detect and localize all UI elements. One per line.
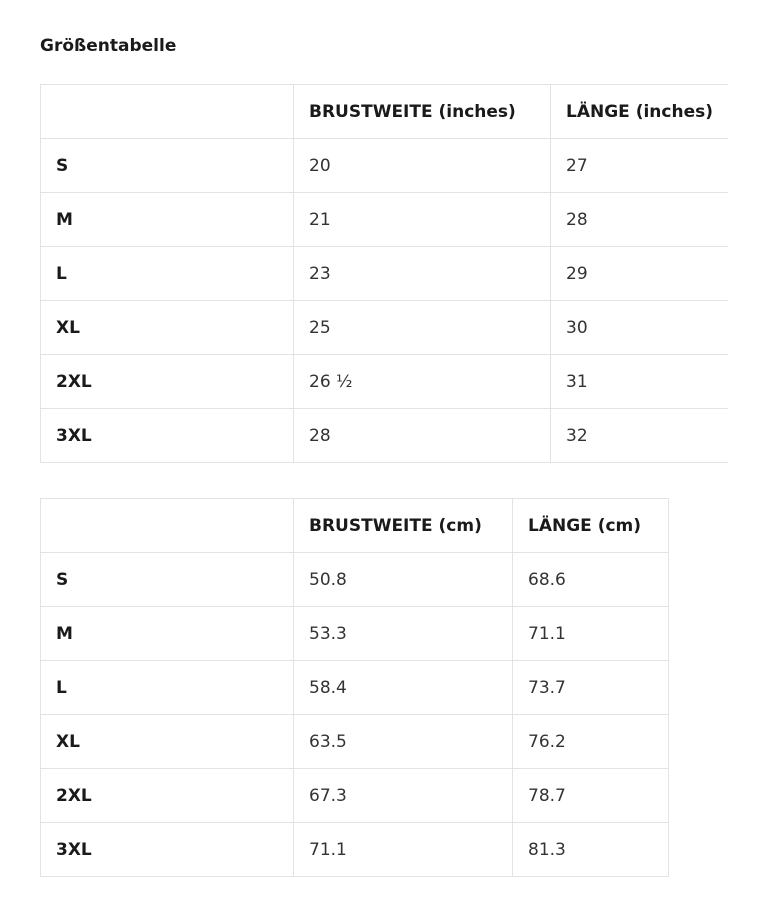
chest-width-value: 26 ½ <box>294 355 551 409</box>
size-label: L <box>41 247 294 301</box>
size-label: 2XL <box>41 769 294 823</box>
header-length: LÄNGE (cm) <box>513 499 669 553</box>
header-size <box>41 499 294 553</box>
size-label: XL <box>41 715 294 769</box>
chest-width-value: 53.3 <box>294 607 513 661</box>
table-row <box>41 607 669 661</box>
chest-width-value: 58.4 <box>294 661 513 715</box>
length-value: 29 <box>551 247 728 301</box>
table-row <box>41 409 728 463</box>
table-row <box>41 139 728 193</box>
table-row <box>41 823 669 877</box>
length-value: 73.7 <box>513 661 669 715</box>
length-value: 68.6 <box>513 553 669 607</box>
length-value: 31 <box>551 355 728 409</box>
size-label: S <box>41 553 294 607</box>
size-label: 2XL <box>41 355 294 409</box>
size-label: 3XL <box>41 823 294 877</box>
size-table-inches <box>40 84 728 463</box>
length-value: 81.3 <box>513 823 669 877</box>
header-size <box>41 85 294 139</box>
table-row <box>41 301 728 355</box>
table-row <box>41 193 728 247</box>
length-value: 30 <box>551 301 728 355</box>
chest-width-value: 67.3 <box>294 769 513 823</box>
chest-width-value: 25 <box>294 301 551 355</box>
chest-width-value: 71.1 <box>294 823 513 877</box>
length-value: 76.2 <box>513 715 669 769</box>
size-label: M <box>41 607 294 661</box>
chest-width-value: 63.5 <box>294 715 513 769</box>
table-row <box>41 715 669 769</box>
table-header-row <box>41 499 669 553</box>
length-value: 28 <box>551 193 728 247</box>
table-header-row <box>41 85 728 139</box>
table-row <box>41 769 669 823</box>
size-label: 3XL <box>41 409 294 463</box>
length-value: 27 <box>551 139 728 193</box>
header-chest-width: BRUSTWEITE (cm) <box>294 499 513 553</box>
chest-width-value: 50.8 <box>294 553 513 607</box>
chest-width-value: 23 <box>294 247 551 301</box>
table-row <box>41 355 728 409</box>
table-row <box>41 553 669 607</box>
size-label: XL <box>41 301 294 355</box>
size-label: L <box>41 661 294 715</box>
size-label: S <box>41 139 294 193</box>
size-table-cm <box>40 498 669 877</box>
chest-width-value: 21 <box>294 193 551 247</box>
table-row <box>41 247 728 301</box>
length-value: 32 <box>551 409 728 463</box>
length-value: 71.1 <box>513 607 669 661</box>
header-chest-width: BRUSTWEITE (inches) <box>294 85 551 139</box>
table-row <box>41 661 669 715</box>
chest-width-value: 28 <box>294 409 551 463</box>
size-label: M <box>41 193 294 247</box>
length-value: 78.7 <box>513 769 669 823</box>
chest-width-value: 20 <box>294 139 551 193</box>
page-title: Größentabelle <box>40 36 177 56</box>
header-length: LÄNGE (inches) <box>551 85 728 139</box>
